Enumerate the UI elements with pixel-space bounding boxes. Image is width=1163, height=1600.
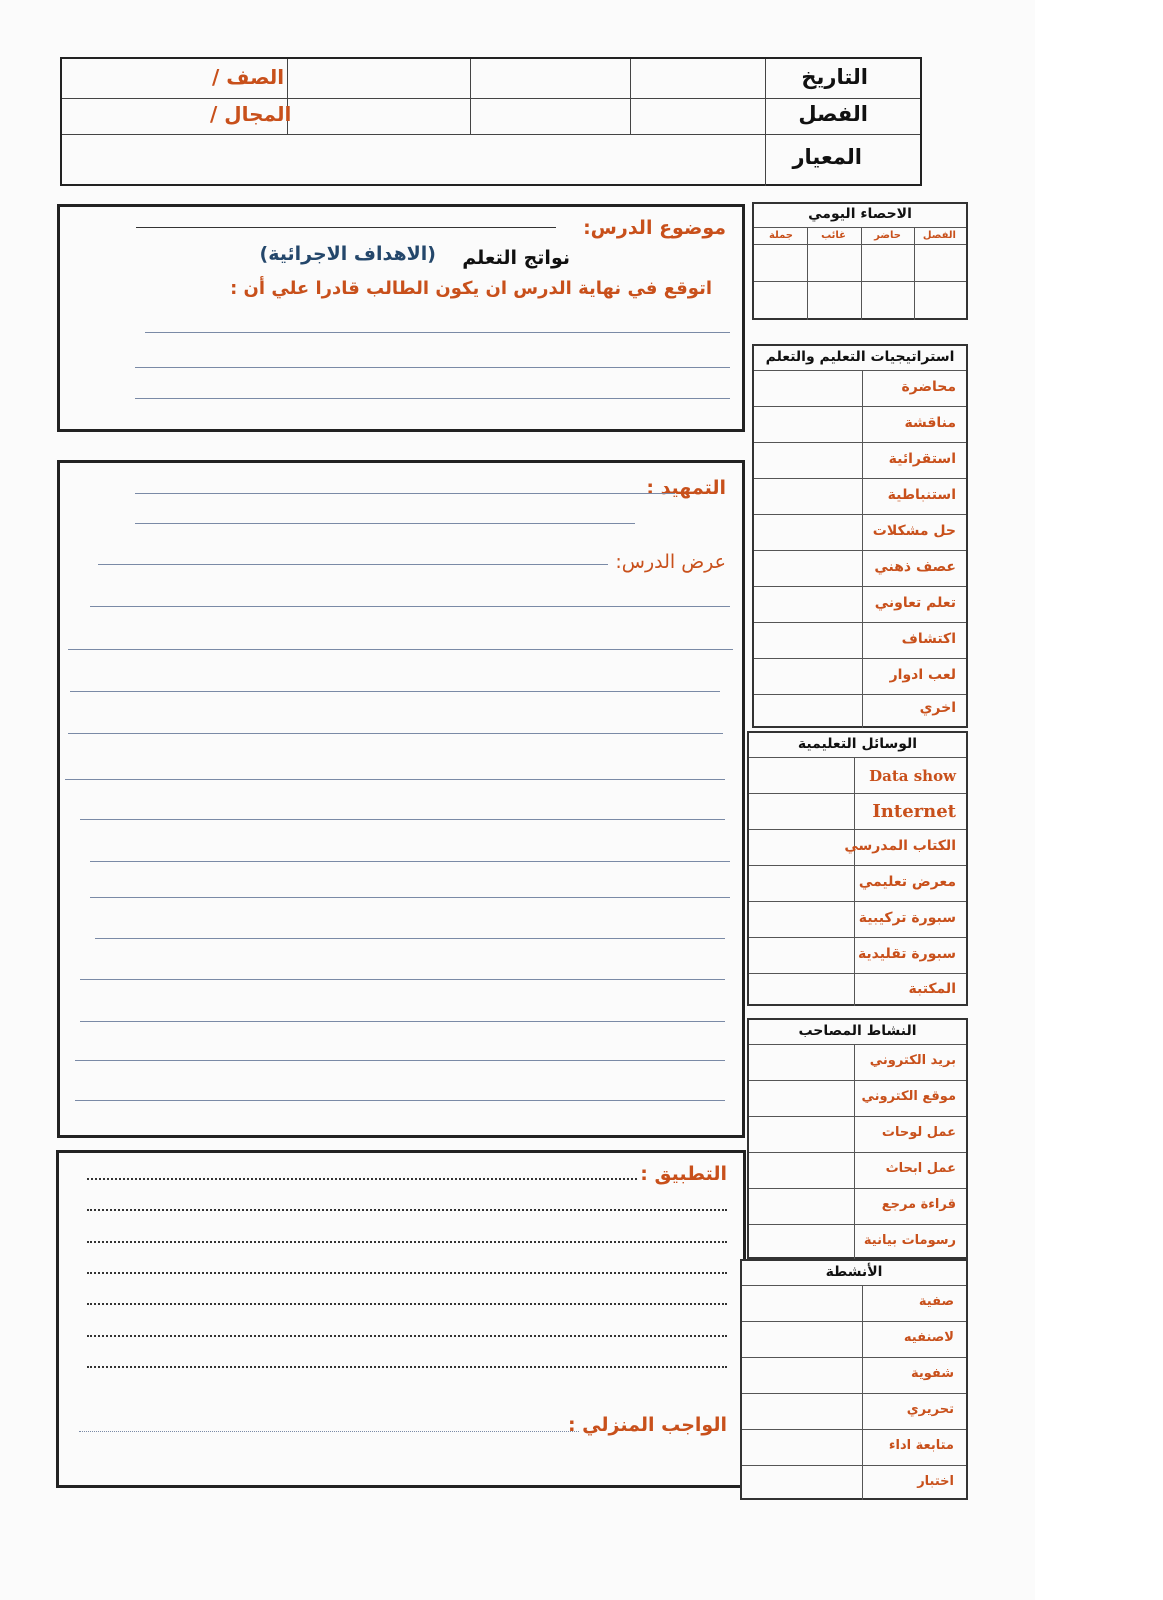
table-row-line: [754, 694, 966, 695]
table-row-line: [754, 514, 966, 515]
lesson-box: [57, 460, 745, 1138]
writing-line: [68, 649, 733, 650]
semester-label: الفصل: [798, 102, 868, 126]
table-row-line: [749, 829, 966, 830]
table-row-line: [749, 757, 966, 758]
activities-table: [740, 1259, 968, 1500]
accompanying-item: موقع الكتروني: [861, 1089, 956, 1104]
writing-line: [135, 367, 730, 368]
standard-label: المعيار: [792, 145, 862, 169]
grade-label: الصف /: [212, 65, 285, 89]
table-row-line: [749, 1152, 966, 1153]
media-item: المكتبة: [908, 981, 956, 997]
dotted-line: [87, 1178, 637, 1180]
strategy-item: حل مشكلات: [872, 523, 956, 539]
dotted-line: [87, 1366, 727, 1368]
table-row-line: [749, 1044, 966, 1045]
activity-item: تحريري: [906, 1402, 954, 1417]
strategy-item: محاضرة: [901, 379, 956, 395]
header-row-divider: [62, 134, 920, 135]
date-label: التاريخ: [801, 65, 868, 89]
writing-line: [75, 1060, 725, 1061]
table-row-line: [754, 442, 966, 443]
media-item: الكتاب المدرسي: [844, 838, 956, 854]
practice-box: [56, 1150, 746, 1488]
header-col-divider: [765, 59, 766, 186]
presentation-label: عرض الدرس:: [615, 551, 726, 573]
table-col-line: [861, 227, 862, 320]
table-row-line: [749, 865, 966, 866]
table-col-line: [854, 757, 855, 1006]
strategy-item: لعب ادوار: [889, 667, 956, 683]
intro-label: التمهيد :: [646, 477, 726, 499]
table-row-line: [749, 1188, 966, 1189]
dotted-line: [87, 1303, 727, 1305]
accompanying-item: قراءة مرجع: [881, 1197, 956, 1212]
table-row-line: [749, 973, 966, 974]
table-row-line: [742, 1321, 966, 1322]
dotted-line: [87, 1241, 727, 1243]
stats-col-present: حاضر: [874, 230, 901, 241]
media-item: سبورة تركيبية: [858, 910, 956, 926]
strategy-item: مناقشة: [904, 415, 956, 431]
writing-line: [70, 691, 720, 692]
page-margin: [1035, 0, 1163, 1600]
accompanying-item: بريد الكتروني: [869, 1053, 956, 1068]
strategies-table: [752, 344, 968, 728]
writing-line: [145, 332, 730, 333]
activity-item: شفوية: [910, 1366, 954, 1381]
dotted-line: [87, 1335, 727, 1337]
table-row-line: [754, 370, 966, 371]
topic-line: [136, 227, 556, 228]
writing-line: [135, 493, 675, 494]
writing-line: [80, 1021, 725, 1022]
strategy-item: تعلم تعاوني: [874, 595, 956, 611]
table-row-line: [749, 1224, 966, 1225]
accompanying-item: رسومات بيانية: [863, 1233, 956, 1248]
table-row-line: [754, 406, 966, 407]
topic-label: موضوع الدرس:: [583, 217, 726, 239]
stats-col-total: جملة: [768, 230, 793, 241]
outcomes-label: نواتج التعلم: [462, 247, 570, 269]
table-row-line: [754, 478, 966, 479]
activity-item: لاصنفيه: [903, 1330, 954, 1345]
writing-line: [68, 733, 723, 734]
homework-label: الواجب المنزلي :: [567, 1414, 727, 1436]
activities-title: الأنشطة: [825, 1264, 883, 1280]
stats-title: الاحصاء اليومي: [808, 206, 912, 222]
table-col-line: [914, 227, 915, 320]
expect-label: اتوقع في نهاية الدرس ان يكون الطالب قادرا علي أن :: [230, 278, 712, 299]
strategy-item: اخري: [919, 700, 956, 716]
activity-item: متابعة اداء: [888, 1438, 954, 1453]
accompanying-activity-table: [747, 1018, 968, 1259]
writing-line: [95, 938, 725, 939]
procedural-label: (الاهداف الاجرائية): [259, 243, 436, 265]
table-row-line: [749, 1116, 966, 1117]
writing-line: [98, 564, 608, 565]
table-row-line: [754, 622, 966, 623]
table-col-line: [807, 227, 808, 320]
strategies-title: استراتيجيات التعليم والتعلم: [765, 349, 955, 365]
writing-line: [135, 398, 730, 399]
strategy-item: استقرائية: [888, 451, 956, 467]
table-row-line: [742, 1393, 966, 1394]
daily-stats-table: [752, 202, 968, 320]
header-row-divider: [62, 98, 920, 99]
table-row-line: [742, 1285, 966, 1286]
table-col-line: [862, 370, 863, 728]
table-row-line: [754, 658, 966, 659]
dotted-line: [87, 1209, 727, 1211]
table-row-line: [754, 586, 966, 587]
activity-item: اختبار: [917, 1474, 954, 1489]
table-row-line: [754, 227, 966, 228]
stats-col-class: الفصل: [922, 230, 956, 241]
media-table: [747, 731, 968, 1006]
strategy-item: استنباطية: [887, 487, 956, 503]
media-item: Internet: [872, 801, 956, 822]
header-table: [60, 57, 922, 186]
table-row-line: [754, 550, 966, 551]
writing-line: [135, 523, 635, 524]
media-item: معرض تعليمي: [858, 874, 956, 890]
writing-line: [90, 606, 730, 607]
writing-line: [75, 1100, 725, 1101]
writing-line: [90, 897, 730, 898]
dotted-line: [79, 1431, 579, 1432]
table-row-line: [749, 793, 966, 794]
header-col-divider: [470, 59, 471, 134]
writing-line: [90, 861, 730, 862]
table-row-line: [742, 1357, 966, 1358]
accompanying-item: عمل لوحات: [881, 1125, 956, 1140]
dotted-line: [87, 1272, 727, 1274]
accompanying-item: عمل ابحاث: [885, 1161, 956, 1176]
header-col-divider: [287, 59, 288, 98]
table-row-line: [749, 901, 966, 902]
strategy-item: عصف ذهني: [874, 559, 956, 575]
objectives-box: [57, 204, 745, 432]
table-row-line: [754, 244, 966, 245]
stats-col-absent: غائب: [821, 230, 846, 241]
apply-label: التطبيق :: [640, 1163, 727, 1185]
accompanying-title: النشاط المصاحب: [798, 1023, 917, 1039]
table-row-line: [742, 1465, 966, 1466]
strategy-item: اكتشاف: [901, 631, 956, 647]
table-row-line: [749, 937, 966, 938]
field-label: المجال /: [210, 102, 292, 126]
table-row-line: [754, 281, 966, 282]
table-row-line: [742, 1429, 966, 1430]
writing-line: [65, 779, 725, 780]
writing-line: [80, 819, 725, 820]
media-title: الوسائل التعليمية: [797, 736, 918, 752]
writing-line: [80, 979, 725, 980]
media-item: Data show: [869, 767, 956, 785]
media-item: سبورة تقليدية: [857, 946, 956, 962]
header-col-divider: [630, 59, 631, 134]
activity-item: صفية: [918, 1294, 954, 1309]
table-row-line: [749, 1080, 966, 1081]
